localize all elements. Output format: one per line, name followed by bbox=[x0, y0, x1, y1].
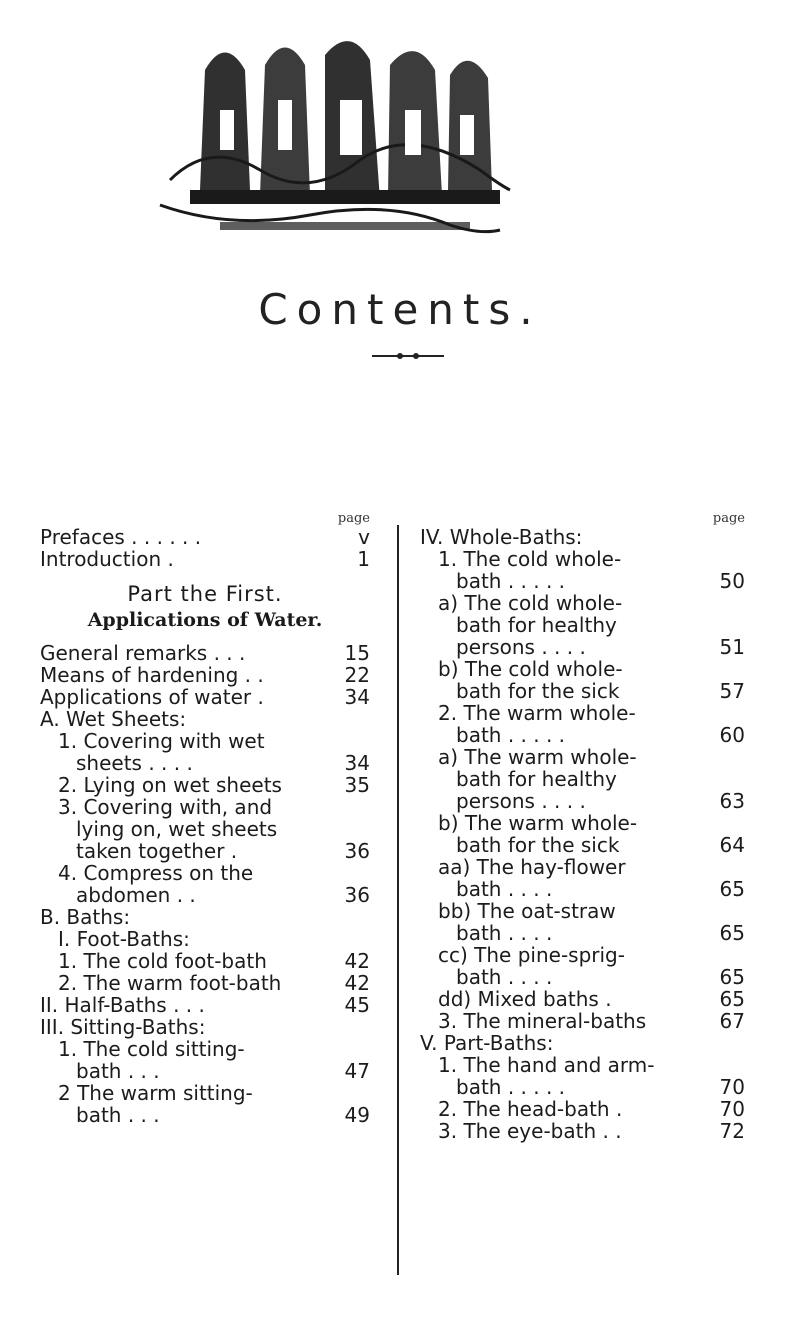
toc-entry bbox=[40, 1038, 370, 1060]
toc-entry-label: 3. The mineral-baths bbox=[438, 1009, 647, 1033]
contents-right-column bbox=[420, 512, 745, 1142]
toc-entry-label: General remarks . . . bbox=[40, 641, 246, 665]
toc-entry bbox=[420, 878, 745, 900]
toc-entry-label: bb) The oat-straw bbox=[438, 899, 616, 923]
title-ornament bbox=[372, 350, 444, 362]
toc-entry bbox=[420, 834, 745, 856]
toc-entry-page: 36 bbox=[344, 839, 370, 863]
part-subtitle: Applications of Water. bbox=[87, 609, 323, 631]
toc-entry bbox=[420, 922, 745, 944]
toc-entry-page: 70 bbox=[719, 1075, 745, 1099]
toc-entry bbox=[40, 730, 370, 752]
toc-entry-label: B. Baths: bbox=[40, 905, 131, 929]
toc-entry-label: IV. Whole-Baths: bbox=[420, 525, 583, 549]
toc-entry-page: 45 bbox=[344, 993, 370, 1017]
toc-entry bbox=[420, 790, 745, 812]
toc-entry bbox=[40, 950, 370, 972]
page-title: Contents. bbox=[258, 285, 542, 334]
toc-entry bbox=[420, 548, 745, 570]
toc-entry-page: 34 bbox=[344, 751, 370, 775]
toc-entry-page: 65 bbox=[719, 877, 745, 901]
toc-entry bbox=[420, 702, 745, 724]
toc-entry-label: 1. The cold foot-bath bbox=[58, 949, 267, 973]
toc-entry bbox=[40, 664, 370, 686]
toc-entry bbox=[40, 906, 370, 928]
toc-entry bbox=[420, 1054, 745, 1076]
toc-entry-label: bath . . . . bbox=[456, 877, 553, 901]
toc-entry-label: a) The warm whole- bbox=[438, 745, 637, 769]
toc-entry-page: 64 bbox=[719, 833, 745, 857]
toc-entry-label: b) The warm whole- bbox=[438, 811, 638, 835]
toc-entry-page: 22 bbox=[344, 663, 370, 687]
toc-entry bbox=[40, 526, 370, 548]
toc-entry-label: II. Half-Baths . . . bbox=[40, 993, 205, 1017]
toc-entry-label: 3. Covering with, and bbox=[58, 795, 273, 819]
toc-entry-page: 1 bbox=[357, 547, 370, 571]
toc-entry-label: abdomen . . bbox=[76, 883, 196, 907]
toc-entry bbox=[420, 1120, 745, 1142]
part-title: Part the First. bbox=[127, 582, 283, 606]
toc-entry bbox=[40, 686, 370, 708]
toc-entry bbox=[420, 944, 745, 966]
toc-entry-label: 1. Covering with wet bbox=[58, 729, 265, 753]
column-divider bbox=[397, 525, 399, 1275]
emblem-illustration bbox=[150, 30, 520, 245]
toc-entry bbox=[40, 708, 370, 730]
toc-entry-page: 57 bbox=[719, 679, 745, 703]
toc-entry-label: Introduction . bbox=[40, 547, 174, 571]
toc-entry-label: a) The cold whole- bbox=[438, 591, 623, 615]
toc-entry bbox=[420, 856, 745, 878]
page-column-label: page bbox=[337, 511, 370, 526]
toc-entry-label: 4. Compress on the bbox=[58, 861, 254, 885]
toc-entry-page: 65 bbox=[719, 965, 745, 989]
toc-entry bbox=[40, 774, 370, 796]
toc-entry bbox=[420, 900, 745, 922]
toc-entry bbox=[420, 1032, 745, 1054]
toc-entry bbox=[420, 768, 745, 790]
toc-entry-label: 3. The eye-bath . . bbox=[438, 1119, 622, 1143]
toc-entry bbox=[40, 752, 370, 774]
toc-entry bbox=[40, 1082, 370, 1104]
toc-entry-label: 1. The cold sitting- bbox=[58, 1037, 245, 1061]
toc-entry bbox=[420, 988, 745, 1010]
toc-entry-label: 1. The hand and arm- bbox=[438, 1053, 655, 1077]
toc-entry-page: 67 bbox=[719, 1009, 745, 1033]
toc-entry bbox=[420, 526, 745, 548]
toc-entry-label: 2. The warm foot-bath bbox=[58, 971, 282, 995]
toc-entry-page: 65 bbox=[719, 921, 745, 945]
toc-entry-label: 1. The cold whole- bbox=[438, 547, 622, 571]
toc-entry-page: 35 bbox=[344, 773, 370, 797]
toc-entry-page: 65 bbox=[719, 987, 745, 1011]
toc-entry-page: 49 bbox=[344, 1103, 370, 1127]
page-column-label: page bbox=[712, 511, 745, 526]
toc-entry-page: 47 bbox=[344, 1059, 370, 1083]
toc-entry-label: cc) The pine-sprig- bbox=[438, 943, 625, 967]
toc-entry bbox=[40, 818, 370, 840]
toc-entry bbox=[40, 1060, 370, 1082]
toc-entry-label: bath . . . . . bbox=[456, 569, 566, 593]
toc-entry bbox=[420, 570, 745, 592]
contents-left-column bbox=[40, 512, 370, 1126]
toc-entry-label: persons . . . . bbox=[456, 635, 586, 659]
toc-entry bbox=[40, 928, 370, 950]
toc-entry-label: bath . . . . bbox=[456, 921, 553, 945]
toc-entry-label: b) The cold whole- bbox=[438, 657, 623, 681]
toc-entry bbox=[420, 592, 745, 614]
toc-entry-page: 15 bbox=[344, 641, 370, 665]
toc-entry-label: 2. Lying on wet sheets bbox=[58, 773, 282, 797]
toc-entry bbox=[40, 862, 370, 884]
toc-entry-label: bath . . . . bbox=[456, 965, 553, 989]
toc-entry-page: 70 bbox=[719, 1097, 745, 1121]
toc-entry-label: bath . . . . . bbox=[456, 723, 566, 747]
toc-entry-label: sheets . . . . bbox=[76, 751, 193, 775]
toc-entry-page: 60 bbox=[719, 723, 745, 747]
toc-entry-page: 50 bbox=[719, 569, 745, 593]
toc-entry bbox=[40, 994, 370, 1016]
toc-entry-label: Applications of water . bbox=[40, 685, 264, 709]
toc-entry bbox=[420, 1098, 745, 1120]
toc-entry-label: bath for healthy bbox=[456, 613, 617, 637]
toc-entry bbox=[420, 680, 745, 702]
toc-entry bbox=[40, 1016, 370, 1038]
toc-entry bbox=[40, 972, 370, 994]
toc-entry bbox=[420, 812, 745, 834]
toc-entry bbox=[420, 614, 745, 636]
toc-entry-label: bath for the sick bbox=[456, 679, 620, 703]
toc-entry bbox=[40, 642, 370, 664]
toc-entry bbox=[420, 724, 745, 746]
toc-entry bbox=[420, 746, 745, 768]
toc-entry bbox=[420, 1076, 745, 1098]
toc-entry bbox=[40, 796, 370, 818]
toc-entry-page: v bbox=[358, 525, 370, 549]
toc-entry-label: 2. The warm whole- bbox=[438, 701, 636, 725]
toc-entry bbox=[40, 548, 370, 570]
toc-entry-label: bath for the sick bbox=[456, 833, 620, 857]
toc-entry-page: 72 bbox=[719, 1119, 745, 1143]
toc-entry-label: bath . . . bbox=[76, 1103, 160, 1127]
toc-entry-label: bath . . . . . bbox=[456, 1075, 566, 1099]
toc-entry-label: 2 The warm sitting- bbox=[58, 1081, 253, 1105]
toc-entry-label: lying on, wet sheets bbox=[76, 817, 278, 841]
toc-entry-page: 36 bbox=[344, 883, 370, 907]
toc-entry-label: V. Part-Baths: bbox=[420, 1031, 554, 1055]
toc-entry-label: A. Wet Sheets: bbox=[40, 707, 187, 731]
toc-entry bbox=[40, 1104, 370, 1126]
toc-entry-page: 63 bbox=[719, 789, 745, 813]
toc-entry-page: 51 bbox=[719, 635, 745, 659]
toc-entry bbox=[420, 636, 745, 658]
toc-entry-label: bath . . . bbox=[76, 1059, 160, 1083]
toc-entry-label: persons . . . . bbox=[456, 789, 586, 813]
toc-entry-label: 2. The head-bath . bbox=[438, 1097, 623, 1121]
toc-entry-label: dd) Mixed baths . bbox=[438, 987, 612, 1011]
toc-entry-label: bath for healthy bbox=[456, 767, 617, 791]
toc-entry-page: 34 bbox=[344, 685, 370, 709]
toc-entry-label: III. Sitting-Baths: bbox=[40, 1015, 206, 1039]
toc-entry bbox=[40, 840, 370, 862]
toc-entry bbox=[40, 884, 370, 906]
toc-entry-label: I. Foot-Baths: bbox=[58, 927, 190, 951]
toc-entry bbox=[420, 658, 745, 680]
toc-entry-label: aa) The hay-flower bbox=[438, 855, 626, 879]
toc-entry-page: 42 bbox=[344, 949, 370, 973]
toc-entry bbox=[420, 1010, 745, 1032]
toc-entry-label: Prefaces . . . . . . bbox=[40, 525, 202, 549]
toc-entry-label: taken together . bbox=[76, 839, 238, 863]
toc-entry-page: 42 bbox=[344, 971, 370, 995]
toc-entry bbox=[420, 966, 745, 988]
toc-entry-label: Means of hardening . . bbox=[40, 663, 264, 687]
